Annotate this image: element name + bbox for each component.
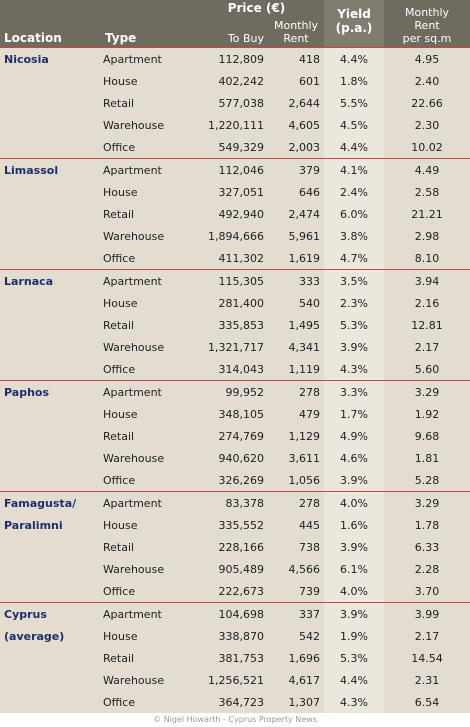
price-to-buy-cell: 314,043	[189, 358, 268, 381]
price-to-buy-cell: 492,940	[189, 203, 268, 225]
rent-per-sqm-cell: 1.78	[384, 514, 470, 536]
rent-per-sqm-cell: 2.98	[384, 225, 470, 247]
location-cell	[0, 558, 101, 580]
type-cell: House	[101, 181, 189, 203]
location-cell: Larnaca	[0, 270, 101, 293]
table-row	[0, 536, 470, 558]
location-cell	[0, 336, 101, 358]
monthly-rent-cell: 646	[268, 181, 324, 203]
monthly-rent-cell: 540	[268, 292, 324, 314]
price-to-buy-cell: 905,489	[189, 558, 268, 580]
header-yield-line2: (p.a.)	[335, 21, 373, 35]
location-cell	[0, 358, 101, 381]
rent-per-sqm-cell: 12.81	[384, 314, 470, 336]
yield-cell: 1.8%	[324, 70, 384, 92]
rent-per-sqm-cell: 14.54	[384, 647, 470, 669]
table-row	[0, 492, 470, 515]
yield-cell: 3.3%	[324, 381, 384, 404]
price-to-buy-cell: 338,870	[189, 625, 268, 647]
table-row	[0, 181, 470, 203]
type-cell: Retail	[101, 536, 189, 558]
yield-cell: 4.5%	[324, 114, 384, 136]
rent-per-sqm-cell: 4.95	[384, 48, 470, 71]
yield-cell: 4.7%	[324, 247, 384, 270]
yield-cell: 6.0%	[324, 203, 384, 225]
type-cell: Office	[101, 691, 189, 713]
yield-cell: 4.0%	[324, 580, 384, 603]
yield-cell: 5.3%	[324, 647, 384, 669]
location-cell	[0, 469, 101, 492]
price-to-buy-cell: 104,698	[189, 603, 268, 626]
header-yield-line1: Yield	[337, 7, 371, 21]
rent-per-sqm-cell: 22.66	[384, 92, 470, 114]
rent-per-sqm-cell: 9.68	[384, 425, 470, 447]
price-to-buy-cell: 274,769	[189, 425, 268, 447]
monthly-rent-cell: 445	[268, 514, 324, 536]
price-to-buy-cell: 1,256,521	[189, 669, 268, 691]
table-row	[0, 270, 470, 293]
rent-per-sqm-cell: 1.81	[384, 447, 470, 469]
monthly-rent-cell: 1,619	[268, 247, 324, 270]
monthly-rent-cell: 1,696	[268, 647, 324, 669]
table-row	[0, 358, 470, 381]
monthly-rent-cell: 2,644	[268, 92, 324, 114]
table-row	[0, 403, 470, 425]
header-blank-type	[101, 0, 189, 15]
type-cell: Retail	[101, 647, 189, 669]
yield-cell: 4.4%	[324, 136, 384, 159]
rent-per-sqm-cell: 2.17	[384, 625, 470, 647]
price-to-buy-cell: 115,305	[189, 270, 268, 293]
rent-per-sqm-cell: 3.70	[384, 580, 470, 603]
header-monthly-rent	[268, 15, 324, 48]
price-to-buy-cell: 335,853	[189, 314, 268, 336]
monthly-rent-cell: 1,056	[268, 469, 324, 492]
type-cell: Apartment	[101, 603, 189, 626]
table-row	[0, 425, 470, 447]
location-cell: Limassol	[0, 159, 101, 182]
rent-per-sqm-cell: 5.28	[384, 469, 470, 492]
rent-per-sqm-cell: 10.02	[384, 136, 470, 159]
monthly-rent-cell: 1,495	[268, 314, 324, 336]
table-row	[0, 381, 470, 404]
price-to-buy-cell: 364,723	[189, 691, 268, 713]
type-cell: House	[101, 70, 189, 92]
monthly-rent-cell: 738	[268, 536, 324, 558]
type-cell: Warehouse	[101, 225, 189, 247]
monthly-rent-cell: 278	[268, 381, 324, 404]
header-location: Location	[0, 15, 101, 48]
rent-per-sqm-cell: 21.21	[384, 203, 470, 225]
rent-per-sqm-cell: 3.94	[384, 270, 470, 293]
table-row	[0, 48, 470, 71]
price-to-buy-cell: 222,673	[189, 580, 268, 603]
table-row	[0, 647, 470, 669]
copyright-footer: © Nigel Howarth - Cyprus Property News	[0, 713, 470, 727]
header-rent-sqm-line2: Rent	[414, 19, 440, 32]
monthly-rent-cell: 1,307	[268, 691, 324, 713]
type-cell: Warehouse	[101, 558, 189, 580]
table-row	[0, 70, 470, 92]
price-to-buy-cell: 1,220,111	[189, 114, 268, 136]
location-cell	[0, 580, 101, 603]
location-cell: Famagusta/	[0, 492, 101, 515]
monthly-rent-cell: 2,474	[268, 203, 324, 225]
yield-cell: 3.9%	[324, 536, 384, 558]
price-to-buy-cell: 326,269	[189, 469, 268, 492]
location-cell	[0, 403, 101, 425]
monthly-rent-cell: 333	[268, 270, 324, 293]
monthly-rent-cell: 337	[268, 603, 324, 626]
type-cell: Warehouse	[101, 447, 189, 469]
location-cell	[0, 425, 101, 447]
price-to-buy-cell: 577,038	[189, 92, 268, 114]
type-cell: Apartment	[101, 159, 189, 182]
rent-per-sqm-cell: 6.33	[384, 536, 470, 558]
header-monthly-rent-line2: Rent	[283, 32, 309, 45]
price-to-buy-cell: 348,105	[189, 403, 268, 425]
price-to-buy-cell: 549,329	[189, 136, 268, 159]
type-cell: Warehouse	[101, 114, 189, 136]
rent-per-sqm-cell: 3.99	[384, 603, 470, 626]
type-cell: Apartment	[101, 270, 189, 293]
yield-cell: 5.3%	[324, 314, 384, 336]
location-cell	[0, 247, 101, 270]
table-row	[0, 669, 470, 691]
rent-per-sqm-cell: 5.60	[384, 358, 470, 381]
yield-cell: 1.6%	[324, 514, 384, 536]
location-cell	[0, 203, 101, 225]
monthly-rent-cell: 2,003	[268, 136, 324, 159]
rent-per-sqm-cell: 2.30	[384, 114, 470, 136]
table-row	[0, 225, 470, 247]
type-cell: House	[101, 514, 189, 536]
yield-cell: 4.9%	[324, 425, 384, 447]
location-cell	[0, 114, 101, 136]
type-cell: Warehouse	[101, 336, 189, 358]
monthly-rent-cell: 278	[268, 492, 324, 515]
yield-cell: 2.4%	[324, 181, 384, 203]
type-cell: Retail	[101, 314, 189, 336]
location-cell: Paralimni	[0, 514, 101, 536]
type-cell: Apartment	[101, 48, 189, 71]
header-rent-sqm-line1: Monthly	[404, 6, 450, 19]
location-cell	[0, 536, 101, 558]
type-cell: House	[101, 292, 189, 314]
type-cell: Office	[101, 469, 189, 492]
yield-cell: 6.1%	[324, 558, 384, 580]
price-to-buy-cell: 381,753	[189, 647, 268, 669]
monthly-rent-cell: 379	[268, 159, 324, 182]
monthly-rent-cell: 1,129	[268, 425, 324, 447]
price-to-buy-cell: 112,809	[189, 48, 268, 71]
table-row	[0, 691, 470, 713]
type-cell: Warehouse	[101, 669, 189, 691]
table-row	[0, 580, 470, 603]
yield-cell: 1.7%	[324, 403, 384, 425]
yield-cell: 3.5%	[324, 270, 384, 293]
table-row	[0, 469, 470, 492]
header-type: Type	[101, 15, 189, 48]
table-row	[0, 203, 470, 225]
yield-cell: 2.3%	[324, 292, 384, 314]
price-to-buy-cell: 99,952	[189, 381, 268, 404]
yield-cell: 4.3%	[324, 358, 384, 381]
table-row	[0, 625, 470, 647]
price-to-buy-cell: 335,552	[189, 514, 268, 536]
type-cell: Retail	[101, 425, 189, 447]
type-cell: Apartment	[101, 492, 189, 515]
type-cell: Retail	[101, 92, 189, 114]
table-row	[0, 314, 470, 336]
rent-per-sqm-cell: 3.29	[384, 381, 470, 404]
price-to-buy-cell: 940,620	[189, 447, 268, 469]
monthly-rent-cell: 4,617	[268, 669, 324, 691]
table-row	[0, 336, 470, 358]
type-cell: Office	[101, 358, 189, 381]
rent-per-sqm-cell: 2.16	[384, 292, 470, 314]
rent-per-sqm-cell: 2.31	[384, 669, 470, 691]
monthly-rent-cell: 542	[268, 625, 324, 647]
yield-cell: 4.6%	[324, 447, 384, 469]
table-row	[0, 514, 470, 536]
type-cell: Office	[101, 247, 189, 270]
rent-per-sqm-cell: 4.49	[384, 159, 470, 182]
monthly-rent-cell: 4,341	[268, 336, 324, 358]
rent-per-sqm-cell: 8.10	[384, 247, 470, 270]
yield-cell: 3.9%	[324, 336, 384, 358]
rent-per-sqm-cell: 3.29	[384, 492, 470, 515]
price-to-buy-cell: 281,400	[189, 292, 268, 314]
yield-cell: 4.0%	[324, 492, 384, 515]
location-cell	[0, 181, 101, 203]
monthly-rent-cell: 418	[268, 48, 324, 71]
location-cell	[0, 314, 101, 336]
location-cell	[0, 292, 101, 314]
table-row	[0, 558, 470, 580]
yield-cell: 4.4%	[324, 48, 384, 71]
table-row	[0, 447, 470, 469]
header-to-buy: To Buy	[189, 15, 268, 48]
table-row	[0, 603, 470, 626]
location-cell: (average)	[0, 625, 101, 647]
yield-cell: 5.5%	[324, 92, 384, 114]
monthly-rent-cell: 1,119	[268, 358, 324, 381]
location-cell	[0, 136, 101, 159]
table-row	[0, 136, 470, 159]
table-row	[0, 114, 470, 136]
yield-cell: 4.1%	[324, 159, 384, 182]
location-cell: Paphos	[0, 381, 101, 404]
price-to-buy-cell: 112,046	[189, 159, 268, 182]
table-row	[0, 247, 470, 270]
type-cell: Office	[101, 580, 189, 603]
header-yield	[324, 0, 384, 48]
header-rent-per-sqm	[384, 0, 470, 48]
price-to-buy-cell: 83,378	[189, 492, 268, 515]
rent-per-sqm-cell: 2.40	[384, 70, 470, 92]
yield-cell: 3.8%	[324, 225, 384, 247]
table-row	[0, 92, 470, 114]
type-cell: Retail	[101, 203, 189, 225]
rent-per-sqm-cell: 2.58	[384, 181, 470, 203]
yield-cell: 4.3%	[324, 691, 384, 713]
location-cell	[0, 225, 101, 247]
rent-per-sqm-cell: 2.17	[384, 336, 470, 358]
price-to-buy-cell: 1,321,717	[189, 336, 268, 358]
table-row	[0, 292, 470, 314]
yield-cell: 3.9%	[324, 469, 384, 492]
monthly-rent-cell: 601	[268, 70, 324, 92]
table-row	[0, 159, 470, 182]
price-to-buy-cell: 228,166	[189, 536, 268, 558]
rent-per-sqm-cell: 6.54	[384, 691, 470, 713]
type-cell: Office	[101, 136, 189, 159]
monthly-rent-cell: 5,961	[268, 225, 324, 247]
yield-cell: 3.9%	[324, 603, 384, 626]
location-cell	[0, 691, 101, 713]
monthly-rent-cell: 739	[268, 580, 324, 603]
monthly-rent-cell: 4,566	[268, 558, 324, 580]
type-cell: Apartment	[101, 381, 189, 404]
location-cell: Nicosia	[0, 48, 101, 71]
header-rent-sqm-line3: per sq.m	[402, 32, 452, 45]
monthly-rent-cell: 479	[268, 403, 324, 425]
price-to-buy-cell: 402,242	[189, 70, 268, 92]
location-cell	[0, 70, 101, 92]
table-body	[0, 48, 470, 714]
location-cell	[0, 92, 101, 114]
location-cell	[0, 647, 101, 669]
yield-cell: 4.4%	[324, 669, 384, 691]
yield-cell: 1.9%	[324, 625, 384, 647]
type-cell: House	[101, 403, 189, 425]
rent-per-sqm-cell: 2.28	[384, 558, 470, 580]
location-cell	[0, 669, 101, 691]
header-blank-location	[0, 0, 101, 15]
header-price-group: Price (€)	[189, 0, 324, 15]
monthly-rent-cell: 3,611	[268, 447, 324, 469]
header-monthly-rent-line1: Monthly	[273, 19, 319, 32]
price-to-buy-cell: 327,051	[189, 181, 268, 203]
monthly-rent-cell: 4,605	[268, 114, 324, 136]
price-to-buy-cell: 411,302	[189, 247, 268, 270]
type-cell: House	[101, 625, 189, 647]
price-to-buy-cell: 1,894,666	[189, 225, 268, 247]
location-cell: Cyprus	[0, 603, 101, 626]
location-cell	[0, 447, 101, 469]
rent-per-sqm-cell: 1.92	[384, 403, 470, 425]
